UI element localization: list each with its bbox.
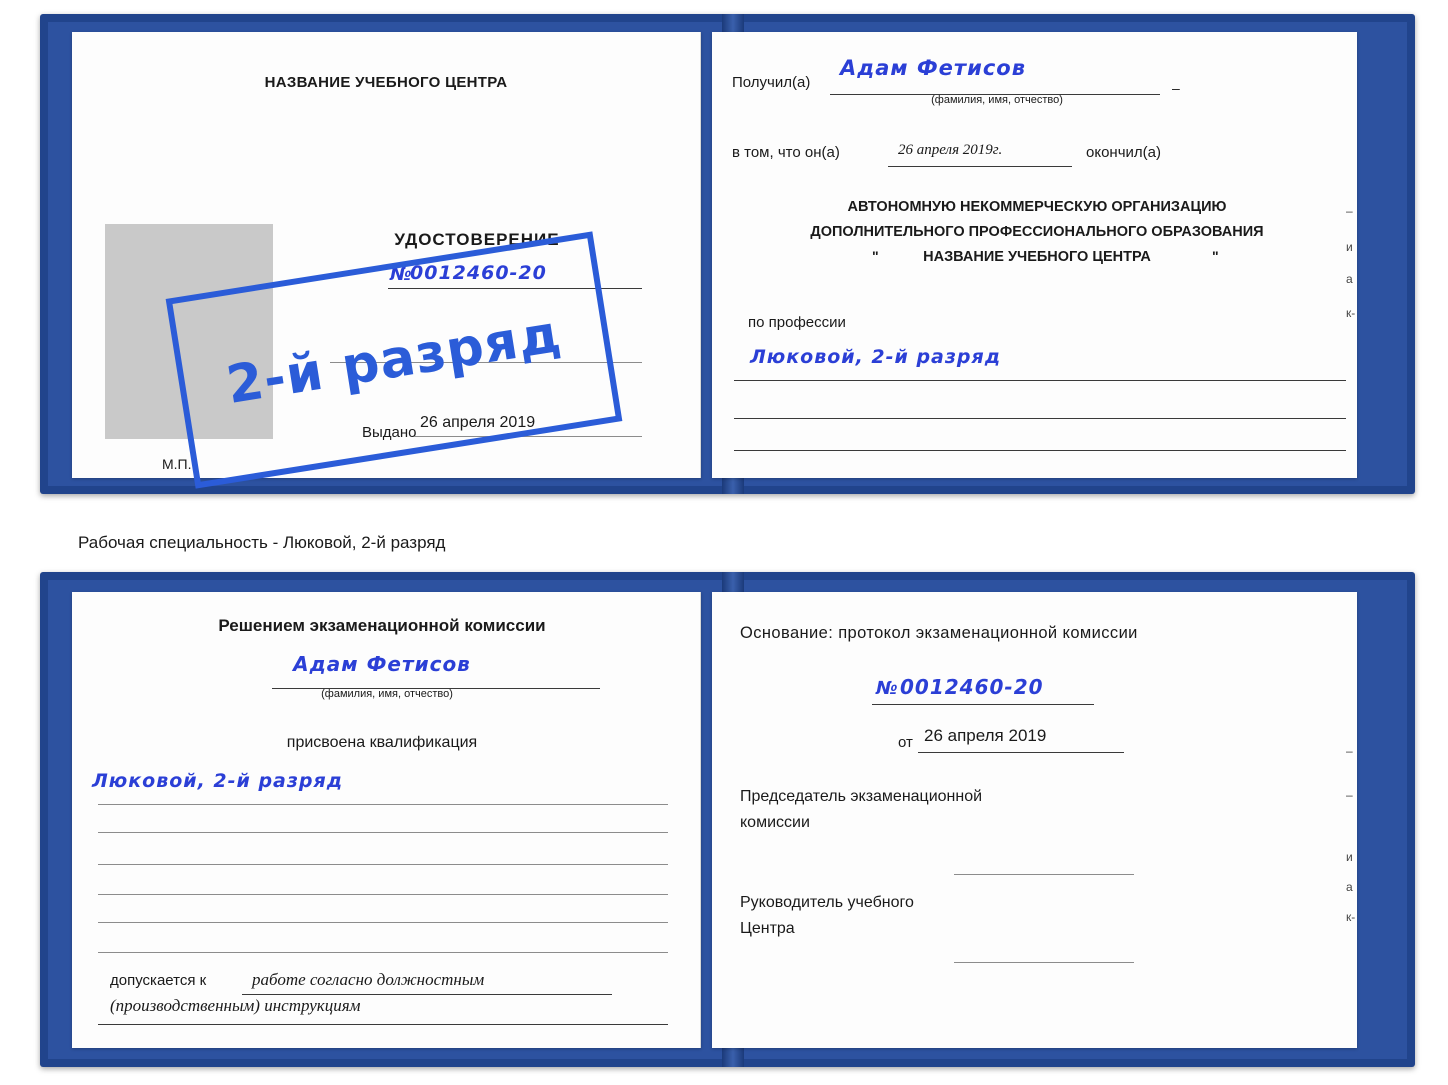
- profession-underline-top-1: [734, 380, 1346, 381]
- edge-fragment-bottom-2: –: [1346, 788, 1353, 802]
- name-hint-bottom: (фамилия, имя, отчество): [321, 688, 453, 700]
- commission-heading-bottom: Решением экзаменационной комиссии: [218, 616, 546, 635]
- number-underline-bottom: [872, 704, 1094, 705]
- org-line2-top: ДОПОЛНИТЕЛЬНОГО ПРОФЕССИОНАЛЬНОГО ОБРАЗОВАНИЯ: [810, 224, 1264, 240]
- edge-fragment-top-1: –: [1346, 204, 1353, 218]
- qual-line-4: [98, 894, 668, 895]
- org-line3-top: НАЗВАНИЕ УЧЕБНОГО ЦЕНТРА: [923, 249, 1151, 265]
- edge-fragment-top-4: к-: [1346, 306, 1356, 320]
- qual-line-1: [98, 804, 668, 805]
- edge-fragment-bottom-5: к-: [1346, 910, 1356, 924]
- stamp-label-top: М.П.: [162, 456, 192, 472]
- org-quote-close-top: ": [1212, 248, 1219, 264]
- admitted-underline-bottom: [242, 994, 612, 995]
- profession-underline-top-3: [734, 450, 1346, 451]
- admitted-value1-bottom: работе согласно должностным: [252, 970, 485, 989]
- commission-name-bottom: Адам Фетисов: [293, 652, 471, 676]
- protocol-number-bottom: 0012460-20: [900, 675, 1044, 699]
- from-date-bottom: 26 апреля 2019: [924, 726, 1047, 745]
- qual-line-6: [98, 952, 668, 953]
- issued-label-top: Выдано: [362, 424, 417, 441]
- qual-line-5: [98, 922, 668, 923]
- profession-label-top: по профессии: [748, 314, 846, 331]
- admitted-value2-bottom: (производственным) инструкциям: [110, 996, 361, 1015]
- received-name-top: Адам Фетисов: [840, 56, 1026, 80]
- basis-label-bottom: Основание: протокол экзаменационной комиссии: [740, 624, 1138, 642]
- page-top-right: [712, 32, 1357, 478]
- training-center-title-top: НАЗВАНИЕ УЧЕБНОГО ЦЕНТРА: [264, 74, 508, 91]
- profession-value-top: Люковой, 2-й разряд: [750, 346, 1002, 368]
- finish-date-underline-top: [888, 166, 1072, 167]
- page-bottom-left: [72, 592, 701, 1048]
- certificate-number-top: 0012460-20: [410, 262, 547, 284]
- admitted-label-bottom: допускается к: [110, 972, 207, 989]
- qualification-label-bottom: присвоена квалификация: [286, 734, 478, 751]
- watermark-rank: 2-й разряд: [166, 231, 623, 488]
- finish-date-top: 26 апреля 2019г.: [898, 142, 1003, 158]
- edge-fragment-bottom-1: –: [1346, 744, 1353, 758]
- number-symbol-top: №: [390, 264, 413, 285]
- issued-date-top: 26 апреля 2019: [420, 414, 536, 431]
- page-bottom-right: [712, 592, 1357, 1048]
- chairman-signature-line: [954, 874, 1134, 875]
- qualification-value-bottom: Люковой, 2-й разряд: [92, 770, 344, 792]
- from-underline-bottom: [918, 752, 1124, 753]
- caption-text: Рабочая специальность - Люковой, 2-й разряд: [78, 533, 446, 552]
- qual-line-2: [98, 832, 668, 833]
- chairman-line2-bottom: комиссии: [740, 814, 810, 831]
- edge-fragment-bottom-3: и: [1346, 850, 1353, 864]
- qual-line-3: [98, 864, 668, 865]
- that-he-label-top: в том, что он(а): [732, 144, 840, 161]
- finished-label-top: окончил(а): [1086, 144, 1161, 161]
- head-line2-bottom: Центра: [740, 920, 795, 937]
- received-label-top: Получил(а): [732, 74, 811, 91]
- head-signature-line: [954, 962, 1134, 963]
- profession-underline-top-2: [734, 418, 1346, 419]
- name-hint-top: (фамилия, имя, отчество): [931, 94, 1063, 106]
- org-quote-open-top: ": [872, 248, 879, 264]
- edge-fragment-top-2: и: [1346, 240, 1353, 254]
- number-symbol-bottom: №: [876, 678, 899, 699]
- edge-fragment-top-3: а: [1346, 272, 1353, 286]
- admitted-underline-bottom-2: [98, 1024, 668, 1025]
- head-line1-bottom: Руководитель учебного: [740, 894, 914, 911]
- org-line1-top: АВТОНОМНУЮ НЕКОММЕРЧЕСКУЮ ОРГАНИЗАЦИЮ: [847, 199, 1227, 215]
- chairman-line1-bottom: Председатель экзаменационной: [740, 788, 983, 805]
- edge-dash-top-1: –: [1172, 80, 1180, 96]
- document-title-top: УДОСТОВЕРЕНИЕ: [394, 230, 560, 249]
- from-label-bottom: от: [898, 734, 913, 751]
- edge-fragment-bottom-4: а: [1346, 880, 1353, 894]
